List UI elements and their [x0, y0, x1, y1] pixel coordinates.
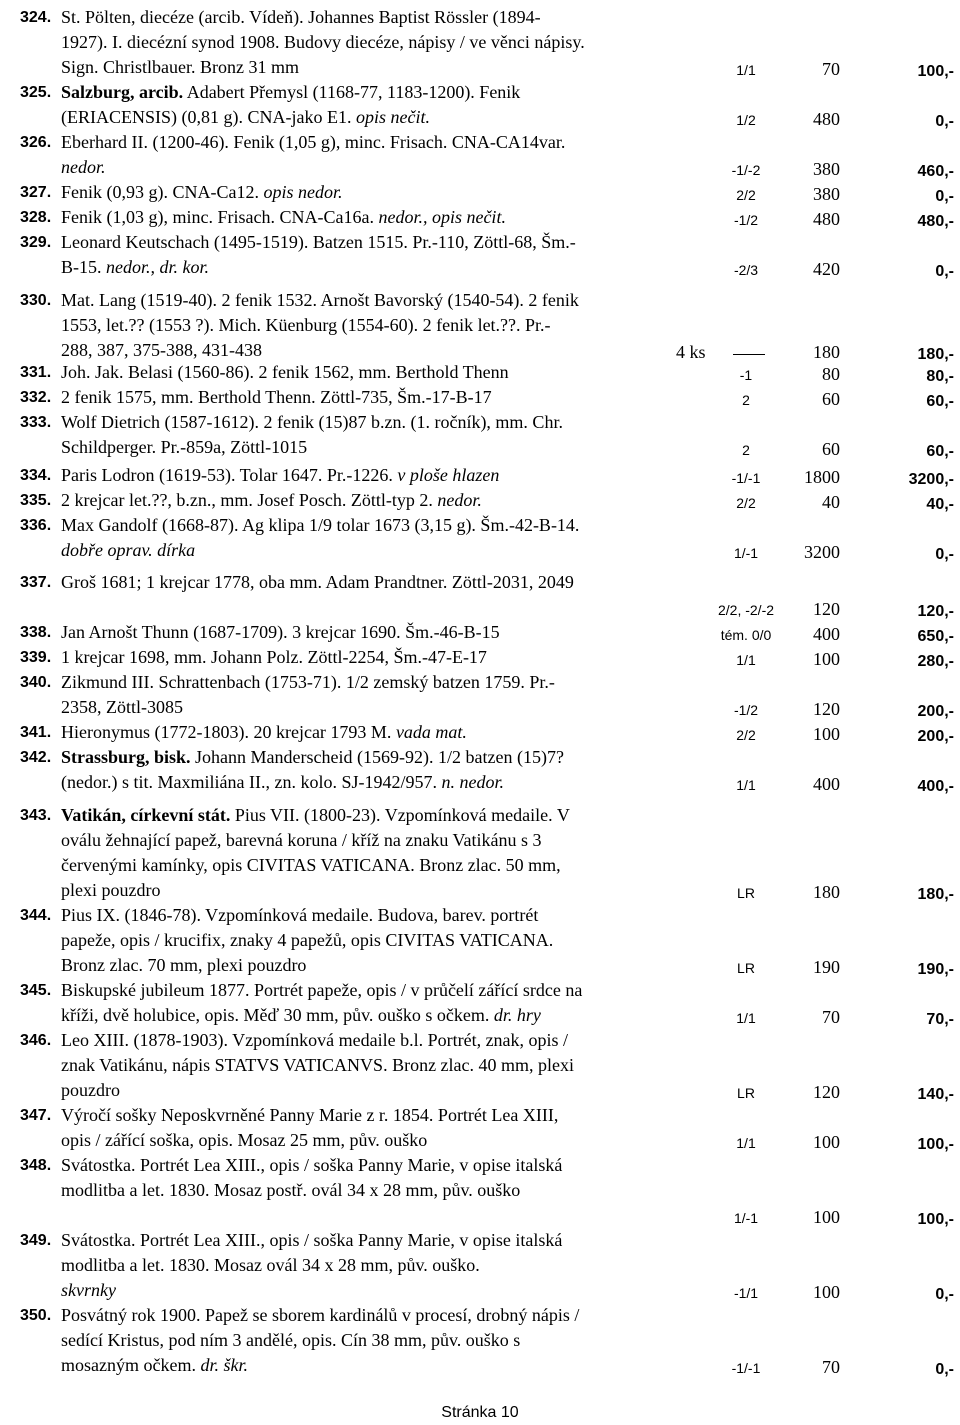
item-condition: 2/2, -2/-2: [717, 602, 775, 618]
item-text: Biskupské jubileum 1877. Portrét papeže, opis / v průčelí zářící srdce na: [61, 980, 583, 1000]
item-result: 80,-: [926, 368, 954, 385]
item-description: [61, 288, 661, 363]
item-heading: Vatikán, církevní stát.: [61, 805, 231, 825]
item-start-price: 100: [813, 1282, 840, 1302]
item-result: 650,-: [917, 628, 954, 645]
item-text: 2358, Zöttl-3085: [61, 697, 183, 717]
item-number: 334.: [20, 467, 52, 484]
item-text: Johann Manderscheid (1569-92). 1/2 batzen (15)7?: [190, 747, 564, 767]
item-condition: 2: [742, 392, 750, 408]
item-result: 180,-: [917, 886, 954, 903]
item-condition: tém. 0/0: [720, 627, 772, 643]
item-text: Wolf Dietrich (1587-1612). 2 fenik (15)87 b.zn. (1. ročník), mm. Chr.: [61, 412, 563, 432]
item-condition: -1/-2: [731, 162, 761, 178]
item-quantity: 4 ks: [676, 342, 706, 362]
item-description: [61, 1153, 661, 1203]
item-number: 333.: [20, 414, 52, 431]
item-start-price: 3200: [804, 542, 840, 562]
item-number: 342.: [20, 749, 52, 766]
item-heading: Salzburg, arcib.: [61, 82, 184, 102]
item-text: Paris Lodron (1619-53). Tolar 1647. Pr.-1226.: [61, 465, 398, 485]
item-start-price: 480: [813, 209, 840, 229]
item-number: 336.: [20, 517, 52, 534]
item-text: (ERIACENSIS) (0,81 g). CNA-jako E1.: [61, 107, 356, 127]
item-condition: 1/1: [736, 1135, 756, 1151]
item-condition: LR: [737, 1085, 755, 1101]
item-condition-note: skvrnky: [61, 1280, 116, 1300]
item-number: 348.: [20, 1157, 52, 1174]
item-number: 343.: [20, 807, 52, 824]
item-start-price: 420: [813, 259, 840, 279]
item-condition: 2/2: [736, 187, 756, 203]
item-number: 344.: [20, 907, 52, 924]
item-number: 325.: [20, 84, 52, 101]
item-text: sedící Kristus, pod ním 3 andělé, opis. Cín 38 mm, pův. ouško s: [61, 1330, 521, 1350]
item-result: 100,-: [917, 1136, 954, 1153]
item-description: [61, 745, 661, 795]
item-description: [61, 230, 661, 280]
item-condition: 1/1: [736, 777, 756, 793]
item-description: [61, 670, 661, 720]
item-description: [61, 720, 661, 745]
item-heading: Strassburg, bisk.: [61, 747, 191, 767]
item-result: 0,-: [935, 188, 954, 205]
item-condition: -1: [739, 367, 753, 383]
item-result: 0,-: [935, 546, 954, 563]
item-start-price: 120: [813, 599, 840, 619]
item-text: Zikmund III. Schrattenbach (1753-71). 1/2 zemský batzen 1759. Pr.-: [61, 672, 555, 692]
item-text: Leo XIII. (1878-1903). Vzpomínková medaile b.l. Portrét, znak, opis /: [61, 1030, 569, 1050]
item-description: [61, 5, 661, 80]
item-condition: 1/-1: [733, 1210, 759, 1226]
item-number: 341.: [20, 724, 52, 741]
item-text: Groš 1681; 1 krejcar 1778, oba mm. Adam Prandtner. Zöttl-2031, 2049: [61, 572, 574, 592]
item-number: 328.: [20, 209, 52, 226]
item-description: [61, 1103, 661, 1153]
item-condition: 1/1: [736, 652, 756, 668]
item-result: 40,-: [926, 496, 954, 513]
item-number: 332.: [20, 389, 52, 406]
item-result: 480,-: [917, 213, 954, 230]
item-result: 180,-: [917, 346, 954, 363]
item-description: [61, 1303, 661, 1378]
item-start-price: 120: [813, 699, 840, 719]
item-text: 2 krejcar let.??, b.zn., mm. Josef Posch. Zöttl-typ 2.: [61, 490, 438, 510]
item-number: 331.: [20, 364, 52, 381]
item-result: 400,-: [917, 778, 954, 795]
item-text: Max Gandolf (1668-87). Ag klipa 1/9 tolar 1673 (3,15 g). Šm.-42-B-14.: [61, 515, 580, 535]
item-text: Mat. Lang (1519-40). 2 fenik 1532. Arnošt Bavorský (1540-54). 2 fenik: [61, 290, 579, 310]
item-description: [61, 385, 661, 410]
item-text: Výročí sošky Neposkvrněné Panny Marie z r. 1854. Portrét Lea XIII,: [61, 1105, 559, 1125]
item-number: 337.: [20, 574, 52, 591]
item-text: Bronz zlac. 70 mm, plexi pouzdro: [61, 955, 307, 975]
item-description: [61, 205, 661, 230]
item-condition: -1/2: [733, 702, 759, 718]
item-text: červenými kamínky, opis CIVITAS VATICANA. Bronz zlac. 50 mm,: [61, 855, 561, 875]
item-result: 0,-: [935, 1361, 954, 1378]
item-description: [61, 488, 661, 513]
item-text: Fenik (0,93 g). CNA-Ca12.: [61, 182, 264, 202]
item-condition: LR: [737, 960, 755, 976]
item-start-price: 80: [822, 364, 840, 384]
item-description: [61, 570, 661, 595]
item-start-price: 70: [822, 59, 840, 79]
item-text: 2 fenik 1575, mm. Berthold Thenn. Zöttl-735, Šm.-17-B-17: [61, 387, 492, 407]
item-number: 335.: [20, 492, 52, 509]
item-number: 346.: [20, 1032, 52, 1049]
item-result: 0,-: [935, 113, 954, 130]
item-condition-note: nedor.: [437, 490, 482, 510]
item-start-price: 100: [813, 1132, 840, 1152]
item-text: 1927). I. diecézní synod 1908. Budovy diecéze, nápisy / ve věnci nápisy.: [61, 32, 585, 52]
item-description: [61, 903, 661, 978]
item-text: oválu žehnající papež, barevná koruna / kříž na znaku Vatikánu s 3: [61, 830, 542, 850]
item-start-price: 180: [813, 342, 840, 362]
item-number: 326.: [20, 134, 52, 151]
item-text: Joh. Jak. Belasi (1560-86). 2 fenik 1562, mm. Berthold Thenn: [61, 362, 509, 382]
item-condition: 2/2: [736, 495, 756, 511]
item-start-price: 100: [813, 724, 840, 744]
item-description: [61, 978, 661, 1028]
item-text: Sign. Christlbauer. Bronz 31 mm: [61, 57, 299, 77]
item-condition: -1/-1: [731, 470, 761, 486]
item-number: 345.: [20, 982, 52, 999]
item-result: 70,-: [926, 1011, 954, 1028]
item-condition-note: v ploše hlazen: [397, 465, 500, 485]
item-text: kříži, dvě holubice, opis. Měď 30 mm, pův. ouško s očkem.: [61, 1005, 494, 1025]
item-number: 339.: [20, 649, 52, 666]
item-start-price: 60: [822, 439, 840, 459]
item-result: 100,-: [917, 1211, 954, 1228]
item-description: [61, 130, 661, 180]
item-text: Svátostka. Portrét Lea XIII., opis / soška Panny Marie, v opise italská: [61, 1230, 563, 1250]
item-text: modlitba a let. 1830. Mosaz postř. ovál 34 x 28 mm, pův. ouško: [61, 1180, 521, 1200]
item-result: 200,-: [917, 728, 954, 745]
item-description: [61, 803, 661, 903]
item-start-price: 400: [813, 774, 840, 794]
item-text: Pius VII. (1800-23). Vzpomínková medaile. V: [230, 805, 570, 825]
item-description: [61, 80, 661, 130]
item-start-price: 400: [813, 624, 840, 644]
item-number: 327.: [20, 184, 52, 201]
item-description: [61, 1228, 661, 1303]
item-text: opis / zářící soška, opis. Mosaz 25 mm, pův. ouško: [61, 1130, 428, 1150]
item-condition-note: opis nedor.: [263, 182, 343, 202]
item-description: [61, 513, 661, 563]
item-text: Pius IX. (1846-78). Vzpomínková medaile. Budova, barev. portrét: [61, 905, 539, 925]
item-start-price: 180: [813, 882, 840, 902]
item-number: 350.: [20, 1307, 52, 1324]
item-condition-note: vada mat.: [395, 722, 467, 742]
item-result: 0,-: [935, 263, 954, 280]
item-result: 200,-: [917, 703, 954, 720]
item-condition: -1/-1: [731, 1360, 761, 1376]
item-description: [61, 463, 661, 488]
condition-dash: [733, 354, 765, 355]
item-result: 0,-: [935, 1286, 954, 1303]
item-start-price: 100: [813, 649, 840, 669]
item-condition: -1/2: [733, 212, 759, 228]
item-result: 140,-: [917, 1086, 954, 1103]
item-description: [61, 410, 661, 460]
item-start-price: 380: [813, 184, 840, 204]
item-result: 3200,-: [908, 471, 954, 488]
item-start-price: 120: [813, 1082, 840, 1102]
item-text: 1553, let.?? (1553 ?). Mich. Küenburg (1554-60). 2 fenik let.??. Pr.-: [61, 315, 551, 335]
item-start-price: 480: [813, 109, 840, 129]
item-start-price: 100: [813, 1207, 840, 1227]
item-text: 1 krejcar 1698, mm. Johann Polz. Zöttl-2254, Šm.-47-E-17: [61, 647, 487, 667]
item-start-price: 70: [822, 1007, 840, 1027]
item-description: [61, 360, 661, 385]
item-start-price: 1800: [804, 467, 840, 487]
item-text: plexi pouzdro: [61, 880, 161, 900]
item-condition-note: nedor., dr. kor.: [106, 257, 210, 277]
item-description: [61, 1028, 661, 1103]
item-condition: 1/2: [736, 112, 756, 128]
item-text: Fenik (1,03 g), minc. Frisach. CNA-Ca16a.: [61, 207, 379, 227]
item-condition: -1/1: [733, 1285, 759, 1301]
item-text: Posvátný rok 1900. Papež se sborem kardinálů v procesí, drobný nápis /: [61, 1305, 580, 1325]
item-number: 329.: [20, 234, 52, 251]
item-start-price: 380: [813, 159, 840, 179]
item-result: 190,-: [917, 961, 954, 978]
item-condition: 1/1: [736, 1010, 756, 1026]
item-result: 60,-: [926, 393, 954, 410]
item-result: 120,-: [917, 603, 954, 620]
item-condition-note: dr. hry: [493, 1005, 541, 1025]
item-result: 100,-: [917, 63, 954, 80]
item-number: 338.: [20, 624, 52, 641]
item-description: [61, 620, 661, 645]
item-condition: 2: [742, 442, 750, 458]
item-result: 60,-: [926, 443, 954, 460]
item-condition: 2/2: [736, 727, 756, 743]
item-text: papeže, opis / krucifix, znaky 4 papežů, opis CIVITAS VATICANA.: [61, 930, 554, 950]
item-number: 349.: [20, 1232, 52, 1249]
item-result: 460,-: [917, 163, 954, 180]
item-text: pouzdro: [61, 1080, 120, 1100]
item-description: [61, 645, 661, 670]
item-text: modlitba a let. 1830. Mosaz ovál 34 x 28 mm, pův. ouško.: [61, 1255, 480, 1275]
page-footer: Stránka 10: [441, 1404, 519, 1421]
item-start-price: 70: [822, 1357, 840, 1377]
item-condition-note: opis nečit.: [355, 107, 430, 127]
item-start-price: 40: [822, 492, 840, 512]
item-text: Schildperger. Pr.-859a, Zöttl-1015: [61, 437, 308, 457]
item-number: 340.: [20, 674, 52, 691]
item-text: Jan Arnošt Thunn (1687-1709). 3 krejcar 1690. Šm.-46-B-15: [61, 622, 500, 642]
item-condition: 1/-1: [733, 545, 759, 561]
item-number: 330.: [20, 292, 52, 309]
item-text: St. Pölten, diecéze (arcib. Vídeň). Johannes Baptist Rössler (1894-: [61, 7, 541, 27]
item-number: 347.: [20, 1107, 52, 1124]
item-text: B-15.: [61, 257, 106, 277]
item-condition: -2/3: [733, 262, 759, 278]
item-number: 324.: [20, 9, 52, 26]
item-condition: LR: [737, 885, 755, 901]
item-text: Adabert Přemysl (1168-77, 1183-1200). Fenik: [183, 82, 521, 102]
item-description: [61, 180, 661, 205]
item-start-price: 190: [813, 957, 840, 977]
item-text: Eberhard II. (1200-46). Fenik (1,05 g), minc. Frisach. CNA-CA14var.: [61, 132, 566, 152]
item-result: 280,-: [917, 653, 954, 670]
item-text: Svátostka. Portrét Lea XIII., opis / soška Panny Marie, v opise italská: [61, 1155, 563, 1175]
item-text: Hieronymus (1772-1803). 20 krejcar 1793 M.: [61, 722, 396, 742]
item-condition-note: dr. škr.: [200, 1355, 248, 1375]
item-condition-note: nedor.: [61, 157, 106, 177]
item-text: znak Vatikánu, nápis STATVS VATICANVS. Bronz zlac. 40 mm, plexi: [61, 1055, 575, 1075]
item-text: 288, 387, 375-388, 431-438: [61, 340, 262, 360]
item-condition-note: n. nedor.: [441, 772, 504, 792]
item-text: mosazným očkem.: [61, 1355, 201, 1375]
item-condition-note: nedor., opis nečit.: [378, 207, 506, 227]
item-start-price: 60: [822, 389, 840, 409]
item-text: (nedor.) s tit. Maxmiliána II., zn. kolo. SJ-1942/957.: [61, 772, 442, 792]
item-condition: 1/1: [736, 62, 756, 78]
item-condition-note: dobře oprav. dírka: [61, 540, 196, 560]
item-text: Leonard Keutschach (1495-1519). Batzen 1515. Pr.-110, Zöttl-68, Šm.-: [61, 232, 576, 252]
